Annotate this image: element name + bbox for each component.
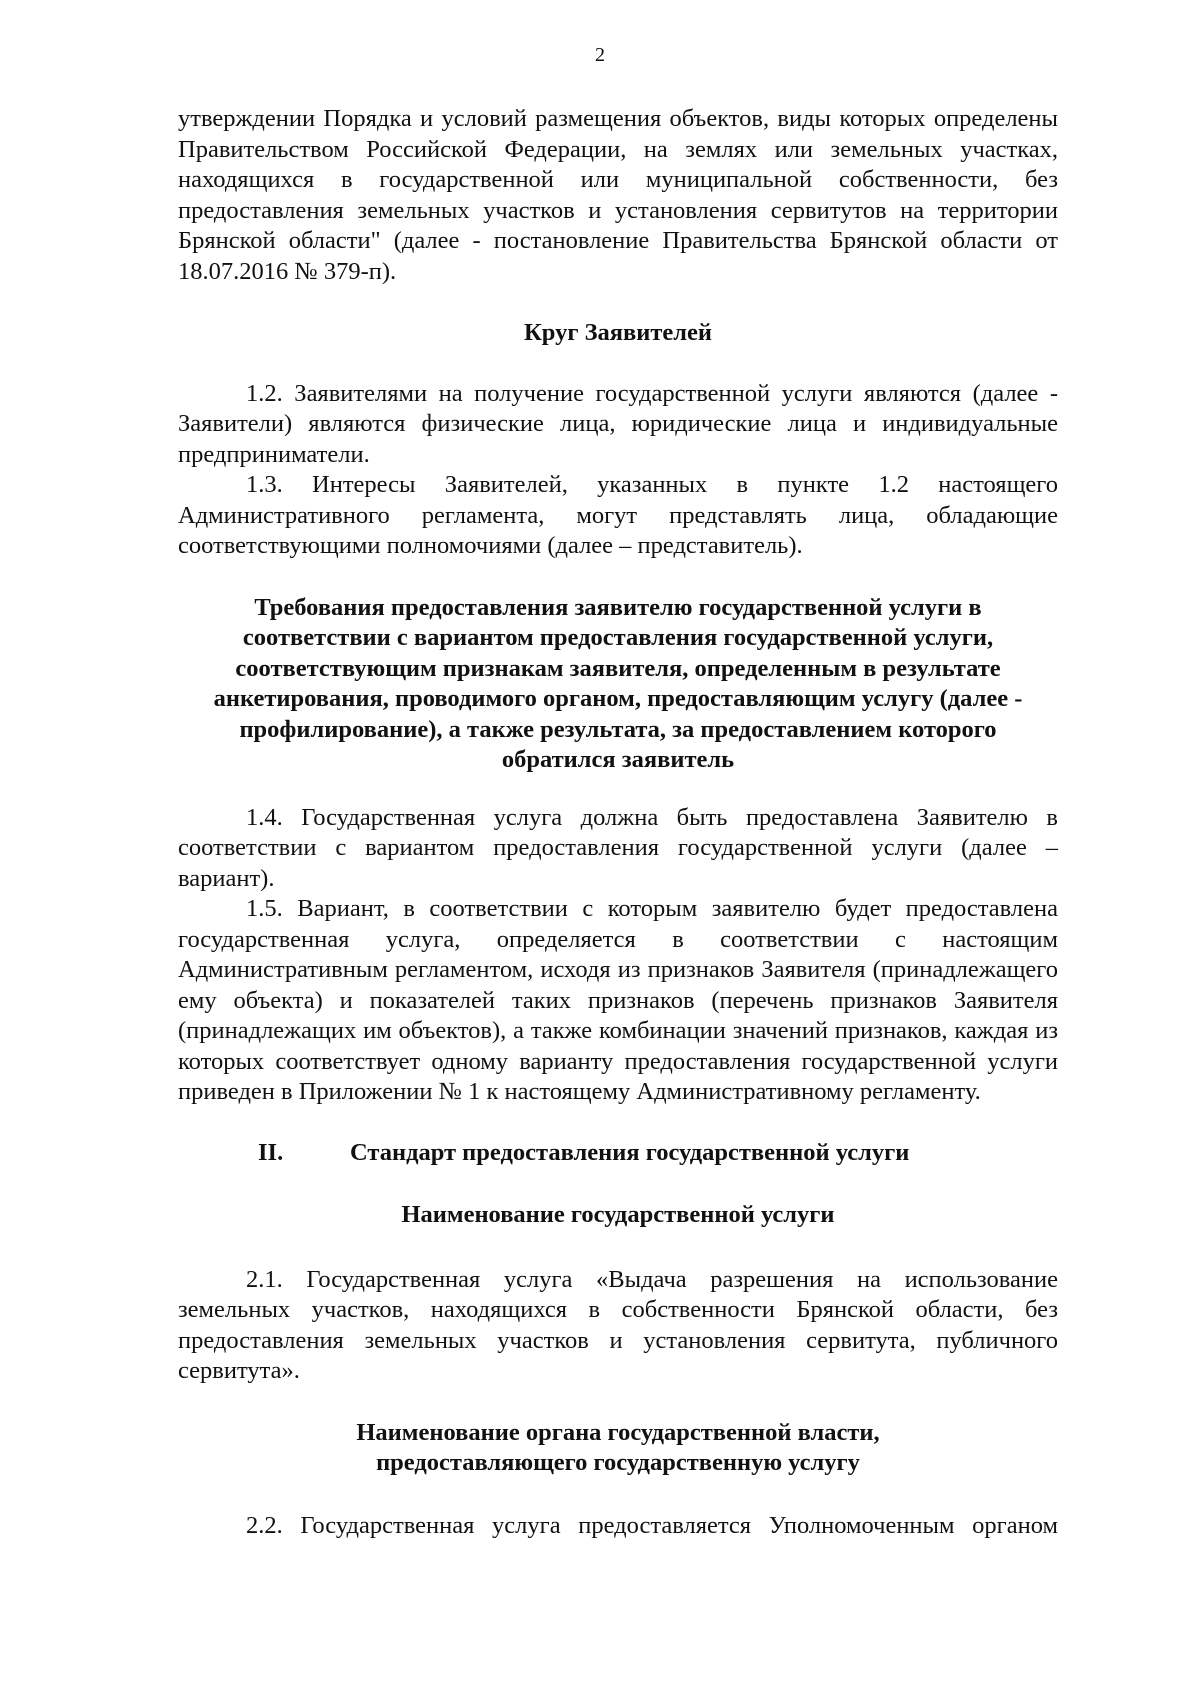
heading-authority-line-2: предоставляющего государственную услугу — [376, 1449, 860, 1476]
section-2-title: Стандарт предоставления государственной услуги — [350, 1138, 910, 1166]
paragraph-1-3: 1.3. Интересы Заявителей, указанных в пункте 1.2 настоящего Административного регламента, могут представлять лица, обладающие соответствующими полномочиями (далее – представитель). — [178, 471, 1058, 559]
paragraph-2-1: 2.1. Государственная услуга «Выдача разрешения на использование земельных участков, находящихся в собственности Брянской области, без предоставления земельных участков и установления сервитута, публичного сервитута». — [178, 1265, 1058, 1384]
page-number: 2 — [595, 44, 605, 66]
section-2-number: II. — [258, 1138, 284, 1166]
paragraph-1-4: 1.4. Государственная услуга должна быть предоставлена Заявителю в соответствии с вариантом предоставления государственной услуги (далее – вариант). — [178, 803, 1058, 892]
paragraph-2-2: 2.2. Государственная услуга предоставляется Уполномоченным органом — [246, 1511, 1058, 1539]
intro-paragraph: утверждении Порядка и условий размещения объектов, виды которых определены Правительством Российской Федерации, на землях или земельных участках, находящихся в государственной или муниципальной собственности, без предоставления земельных участков и установления сервитутов на территории Брянской области" (далее - постановление Правительства Брянской области от 18.07.2016 № 379-п). — [178, 105, 1058, 285]
paragraph-1-5: 1.5. Вариант, в соответствии с которым заявителю будет предоставлена государственная услуга, определяется в соответствии с настоящим Административным регламентом, исходя из признаков Заявителя (принадлежащего ему объекта) и показателей таких признаков (перечень признаков Заявителя (принадлежащих им объектов), а также комбинации значений признаков, каждая из которых соответствует одному варианту предоставления государственной услуги приведен в Приложении № 1 к настоящему Административному регламенту. — [178, 895, 1058, 1105]
paragraph-1-2: 1.2. Заявителями на получение государственной услуги являются (далее - Заявители) являются физические лица, юридические лица и индивидуальные предприниматели. — [178, 379, 1058, 468]
section-2-heading — [178, 1138, 1058, 1169]
heading-authority-line-1: Наименование органа государственной власти, — [356, 1418, 880, 1446]
heading-service-name: Наименование государственной услуги — [401, 1201, 835, 1228]
heading-applicants: Круг Заявителей — [524, 319, 712, 346]
heading-requirements: Требования предоставления заявителю государственной услуги в соответствии с вариантом предоставления государственной услуги, соответствующим признакам заявителя, определенным в результате анкетирования, проводимого органом, предоставляющим услугу (далее - профилирование), а также результата, за предоставлением которого обратился заявитель — [213, 593, 1023, 773]
document-body — [178, 104, 1058, 1541]
